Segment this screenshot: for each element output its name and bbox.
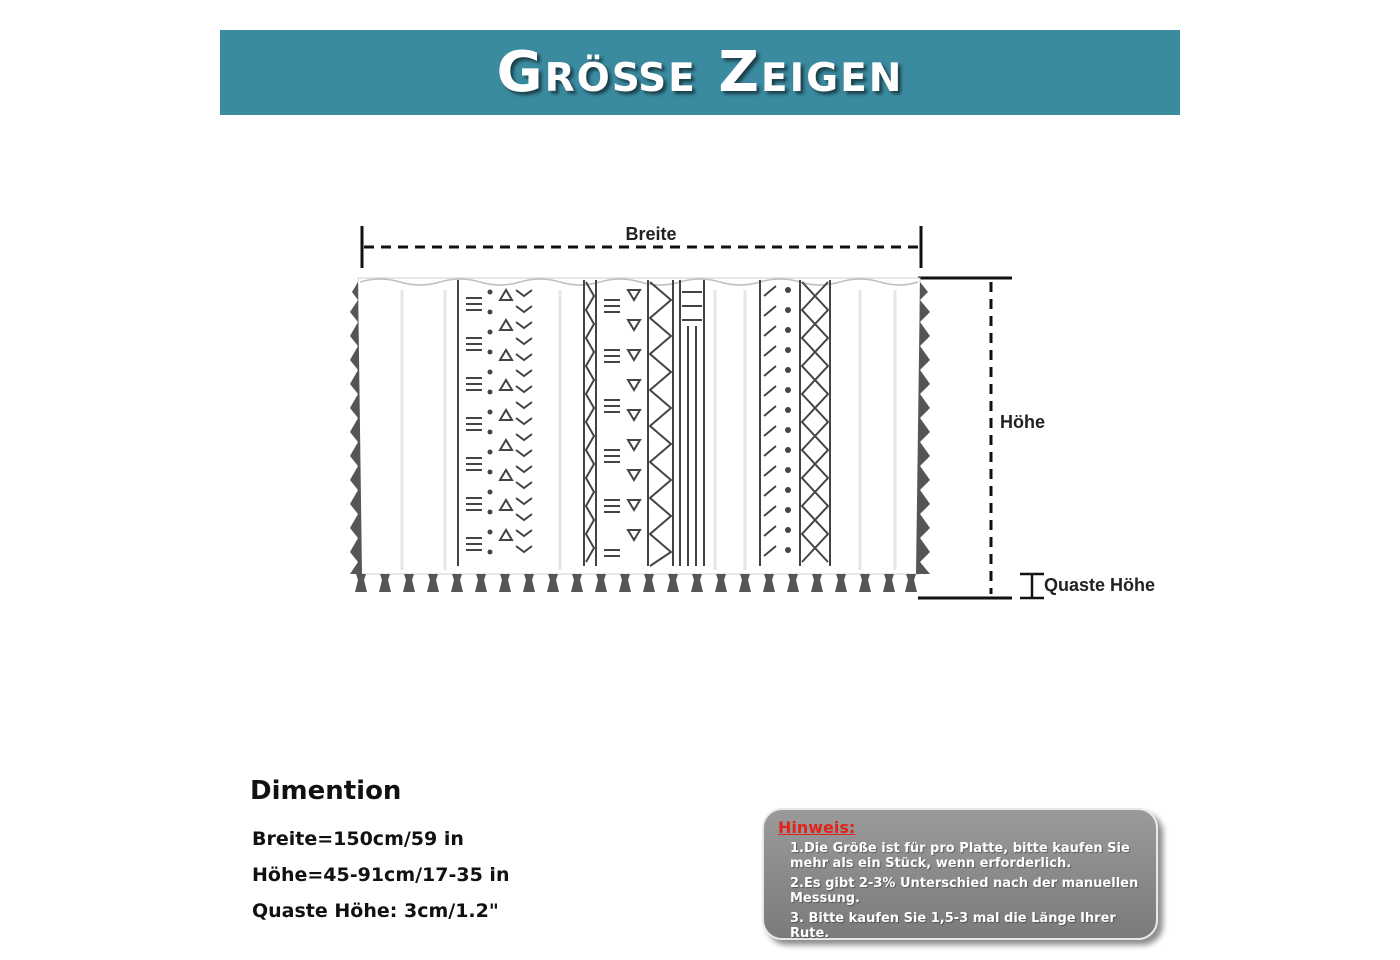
dimension-width: Breite=150cm/59 in [252,828,464,850]
note-item: 2.Es gibt 2-3% Unterschied nach der manuellen Messung. [790,876,1139,906]
note-item: 1.Die Größe ist für pro Platte, bitte kaufen Sie mehr als ein Stück, wenn erforderlich. [790,841,1130,871]
dimension-height: Höhe=45-91cm/17-35 in [252,864,510,886]
bottom-tassels [355,574,917,592]
note-item: 3. Bitte kaufen Sie 1,5-3 mal die Länge Ihrer Rute. [790,911,1116,941]
banner-title: Größe Zeigen [496,39,904,105]
height-dimension [918,278,1045,598]
height-label: Höhe [1000,412,1045,432]
side-tassels [350,282,930,574]
width-dimension [362,224,921,268]
note-box [762,808,1158,940]
tassel-dimension [1020,574,1155,598]
dimension-tassel: Quaste Höhe: 3cm/1.2" [252,900,499,922]
dimension-title: Dimention [250,776,402,806]
width-label: Breite [625,224,677,244]
note-list [776,841,1144,941]
tassel-label: Quaste Höhe [1044,575,1156,595]
note-heading: Hinweis: [778,818,856,837]
title-banner [220,30,1180,115]
curtain-valance-icon [350,278,930,592]
